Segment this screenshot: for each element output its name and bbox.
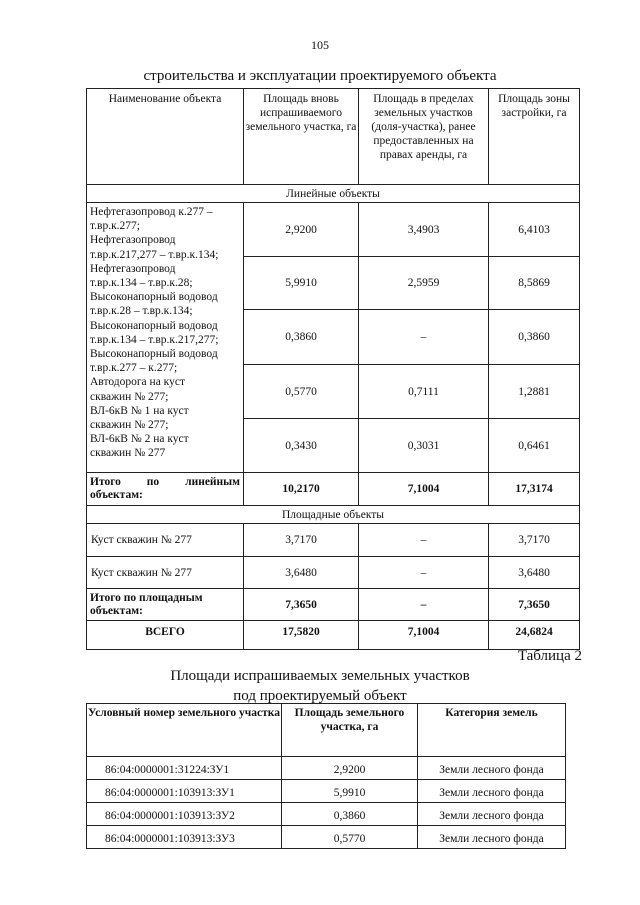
land-plots-table [86, 703, 566, 849]
grand-total-lease: 7,1004 [359, 621, 489, 650]
grand-total-new: 17,5820 [244, 621, 359, 650]
object-name-line: скважин № 277; [90, 390, 169, 403]
cell-plot-area: 2,9200 [282, 757, 418, 780]
cell-zone-area: 1,2881 [489, 365, 580, 419]
cell-plot-number: 86:04:0000001:103913:ЗУ1 [87, 780, 282, 803]
object-name-line: Автодорога на куст [90, 376, 185, 389]
object-name-line: скважин № 277 [90, 447, 166, 460]
grand-total-zone: 24,6824 [489, 621, 580, 650]
page-number: 105 [311, 38, 329, 52]
object-name-line: скважин № 277; [90, 419, 169, 432]
object-name-line: т.вр.к.28 – т.вр.к.134; [90, 305, 193, 318]
table2-caption [0, 666, 640, 706]
area-total-lease: – [359, 589, 489, 621]
cell-land-category: Земли лесного фонда [418, 826, 566, 849]
cell-leased-area: 0,3031 [359, 419, 489, 473]
object-name-line: т.вр.к.134 – т.вр.к.28; [90, 277, 193, 290]
object-name-line: Нефтегазопровод к.277 – [90, 206, 213, 218]
cell-plot-area: 5,9910 [282, 780, 418, 803]
cell-leased-area: – [359, 557, 489, 589]
object-name-line: Высоконапорный водовод [90, 291, 218, 304]
object-name-line: т.вр.к.277; [90, 220, 140, 233]
object-name-line: Высоконапорный водовод [90, 348, 218, 361]
section-row [87, 506, 580, 524]
cell-new-area: 0,3860 [244, 310, 359, 365]
section-row [87, 185, 580, 203]
section-area-title: Площадные объекты [87, 506, 580, 524]
table-row [87, 826, 566, 849]
section-linear-title: Линейные объекты [87, 185, 580, 203]
cell-new-area: 0,3430 [244, 419, 359, 473]
cell-land-category: Земли лесного фонда [418, 780, 566, 803]
total-row [87, 473, 580, 506]
cell-zone-area: 0,6461 [489, 419, 580, 473]
land-area-table [86, 88, 580, 650]
table-row [87, 803, 566, 826]
cell-new-area: 2,9200 [244, 203, 359, 257]
header-zone-area: Площадь зоны застройки, га [489, 89, 580, 185]
area-total-label: Итого по площадным объектам: [87, 589, 244, 621]
cell-leased-area: – [359, 524, 489, 557]
object-name-line: Нефтегазопровод [90, 262, 176, 275]
table2-caption-line: под проектируемый объект [233, 688, 407, 704]
object-name-line: т.вр.к.134 – т.вр.к.217,277; [90, 333, 219, 346]
table-row [87, 757, 566, 780]
cell-plot-number: 86:04:0000001:103913:ЗУ2 [87, 803, 282, 826]
object-name-line: ВЛ-6кВ № 2 на куст [90, 433, 189, 446]
header-plot-area: Площадь земельного участка, га [282, 704, 418, 757]
header-leased-area: Площадь в пределах земельных участков (доля-участка), ранее предоставленных на правах аренды, га [359, 89, 489, 185]
header-new-area: Площадь вновь испрашиваемого земельного участка, га [244, 89, 359, 185]
header-object-name: Наименование объекта [87, 89, 244, 185]
linear-total-zone: 17,3174 [489, 473, 580, 506]
cell-land-category: Земли лесного фонда [418, 757, 566, 780]
cell-new-area: 3,7170 [244, 524, 359, 557]
object-name-line: Высоконапорный водовод [90, 319, 218, 332]
grand-total-row [87, 621, 580, 650]
table-row [87, 203, 580, 257]
cell-leased-area: 3,4903 [359, 203, 489, 257]
linear-object-names [87, 203, 244, 473]
area-total-new: 7,3650 [244, 589, 359, 621]
cell-zone-area: 3,7170 [489, 524, 580, 557]
cell-plot-area: 0,3860 [282, 803, 418, 826]
cell-zone-area: 0,3860 [489, 310, 580, 365]
grand-total-label: ВСЕГО [87, 621, 244, 650]
header-plot-number: Условный номер земельного участка [87, 704, 282, 757]
cell-zone-area: 6,4103 [489, 203, 580, 257]
table-header-row [87, 704, 566, 757]
cell-new-area: 5,9910 [244, 257, 359, 310]
cell-zone-area: 3,6480 [489, 557, 580, 589]
cell-land-category: Земли лесного фонда [418, 803, 566, 826]
object-name-line: ВЛ-6кВ № 1 на куст [90, 404, 189, 417]
table-header-row [87, 89, 580, 185]
table2-caption-line: Площади испрашиваемых земельных участков [170, 668, 470, 684]
cell-object-name: Куст скважин № 277 [87, 557, 244, 589]
cell-new-area: 3,6480 [244, 557, 359, 589]
area-total-zone: 7,3650 [489, 589, 580, 621]
header-land-category: Категория земель [418, 704, 566, 757]
linear-total-label: Итого по линейным объектам: [87, 473, 244, 506]
table-row [87, 780, 566, 803]
table-row [87, 557, 580, 589]
cell-leased-area: 2,5959 [359, 257, 489, 310]
linear-total-lease: 7,1004 [359, 473, 489, 506]
object-name-line: Нефтегазопровод [90, 234, 176, 247]
table1-caption: строительства и эксплуатации проектируемого объекта [143, 68, 497, 84]
cell-object-name: Куст скважин № 277 [87, 524, 244, 557]
table-row [87, 524, 580, 557]
object-name-line: т.вр.к.217,277 – т.вр.к.134; [90, 248, 219, 261]
cell-new-area: 0,5770 [244, 365, 359, 419]
total-row [87, 589, 580, 621]
object-name-line: т.вр.к.277 – к.277; [90, 362, 178, 375]
cell-plot-number: 86:04:0000001:103913:ЗУ3 [87, 826, 282, 849]
cell-zone-area: 8,5869 [489, 257, 580, 310]
cell-plot-number: 86:04:0000001:31224:ЗУ1 [87, 757, 282, 780]
cell-leased-area: 0,7111 [359, 365, 489, 419]
table2-label: Таблица 2 [517, 648, 582, 664]
cell-plot-area: 0,5770 [282, 826, 418, 849]
cell-leased-area: – [359, 310, 489, 365]
linear-total-new: 10,2170 [244, 473, 359, 506]
